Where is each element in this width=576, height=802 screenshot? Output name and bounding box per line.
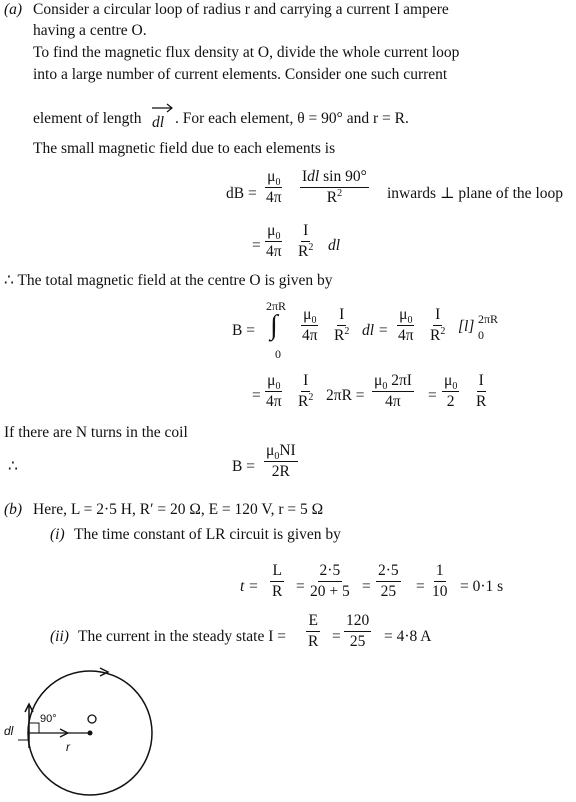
n-turns-line: If there are N turns in the coil [4,424,188,441]
eq1-suffix: inwards ⊥ plane of the loop [387,185,563,202]
total-field-line: ∴ The total magnetic field at the centre O is given by [4,272,333,289]
eq2-frac1: $\frac{\mu_0}{4\pi}$ [266,222,282,260]
figure-r-label: r [66,740,70,754]
eq3-frac3: $\frac{\mu_0}{4\pi}$ [398,306,414,344]
figure-dl-label: dl [4,724,14,738]
current-loop-figure [18,668,152,795]
sub-ii-text: The current in the steady state I = [78,628,287,645]
eq4-frac3: $\frac{\mu_0 2\pi I}{4\pi}$ [374,372,412,410]
eq4-eq: = [252,387,261,404]
center-dot [88,731,93,736]
intro-line-3: To find the magnetic flux density at O, divide the whole current loop [33,44,460,61]
eq4-mid1: 2πR = [326,387,365,404]
element-line-post: . For each element, θ = 90° and r = R. [175,110,409,127]
eq-i-frac2: $\frac{120}{25}$ [346,612,370,650]
given-values: Here, L = 2·5 H, R′ = 20 Ω, E = 120 V, r = 5 Ω [33,501,324,518]
eq-i-eq: = [332,628,341,645]
center-o-marker [88,715,96,723]
eq3-bracket: [l] [458,318,475,335]
sub-i-label: (i) [50,526,65,543]
therefore-symbol: ∴ [8,458,18,475]
right-angle-marker [29,723,39,733]
eq5-frac: $\frac{\mu_0NI}{2R}$ [266,442,296,480]
eq4-frac1: $\frac{\mu_0}{4\pi}$ [266,372,282,410]
intro-line-1: Consider a circular loop of radius r and carrying a current I ampere [33,1,449,18]
eq1-frac1: $\frac{\mu_0}{4\pi}$ [266,168,282,206]
vector-arrow-icon [152,104,172,112]
eq1-lhs: dB = [226,185,257,202]
eq3-frac1: $\frac{\mu_0}{4\pi}$ [302,306,318,344]
eq-t-frac4: $\frac{1}{10}$ [432,562,448,600]
eq3-bracket-sup: 2πR [478,312,499,326]
sub-i-text: The time constant of LR circuit is given by [74,526,341,543]
eq-i-frac1: $\frac{E}{R}$ [308,612,319,650]
eq3-frac4: $\frac{I}{R^2}$ [430,306,446,344]
eq-t-eq1: = [296,578,305,595]
intro-line-4: into a large number of current elements. Consider one such current [33,66,448,83]
part-a-label: (a) [4,1,23,18]
eq-i-result: = 4·8 A [384,628,432,645]
eq-t-frac3: $\frac{2\cdot 5}{25}$ [378,562,399,600]
eq3-bracket-sub: 0 [478,328,484,342]
eq-t-result: = 0·1 s [460,578,504,595]
eq1-frac2: Idl sin 90° $R^2$ [302,168,367,206]
eq-t-frac2: $\frac{2\cdot 5}{20 + 5}$ [310,562,350,600]
eq4-frac4: $\frac{\mu_0}{2}$ [444,372,458,410]
eq4-frac5: $\frac{I}{R}$ [476,372,487,410]
eq-t-eq2: = [362,578,371,595]
eq3-frac2: $\frac{I}{R^2}$ [334,306,350,344]
intro-line-2: having a centre O. [33,22,147,39]
eq3-lower-limit: 0 [275,347,281,361]
eq3-integral: ∫ [270,310,278,341]
eq3-mid: dl = [362,322,389,339]
eq-t-eq3: = [416,578,425,595]
small-field-line: The small magnetic field due to each elements is [33,140,336,157]
sub-ii-label: (ii) [50,628,69,645]
part-b-label: (b) [4,501,23,518]
eq4-frac2: $\frac{I}{R^2}$ [298,372,314,410]
element-line-pre: element of length [33,110,142,127]
eq2-tail: dl [328,237,341,254]
eq-t-lhs: t = [240,578,259,595]
eq3-upper-limit: 2πR [266,299,287,313]
eq5-lhs: B = [232,458,255,475]
eq2-frac2: $\frac{I}{R^2}$ [298,222,314,260]
eq3-lhs: B = [232,322,255,339]
figure-angle-label: 90° [40,713,57,725]
eq-t-frac1: $\frac{L}{R}$ [272,562,283,600]
eq2-eq: = [252,237,261,254]
vector-dl: dl [152,114,165,131]
eq4-mid2: = [428,387,437,404]
